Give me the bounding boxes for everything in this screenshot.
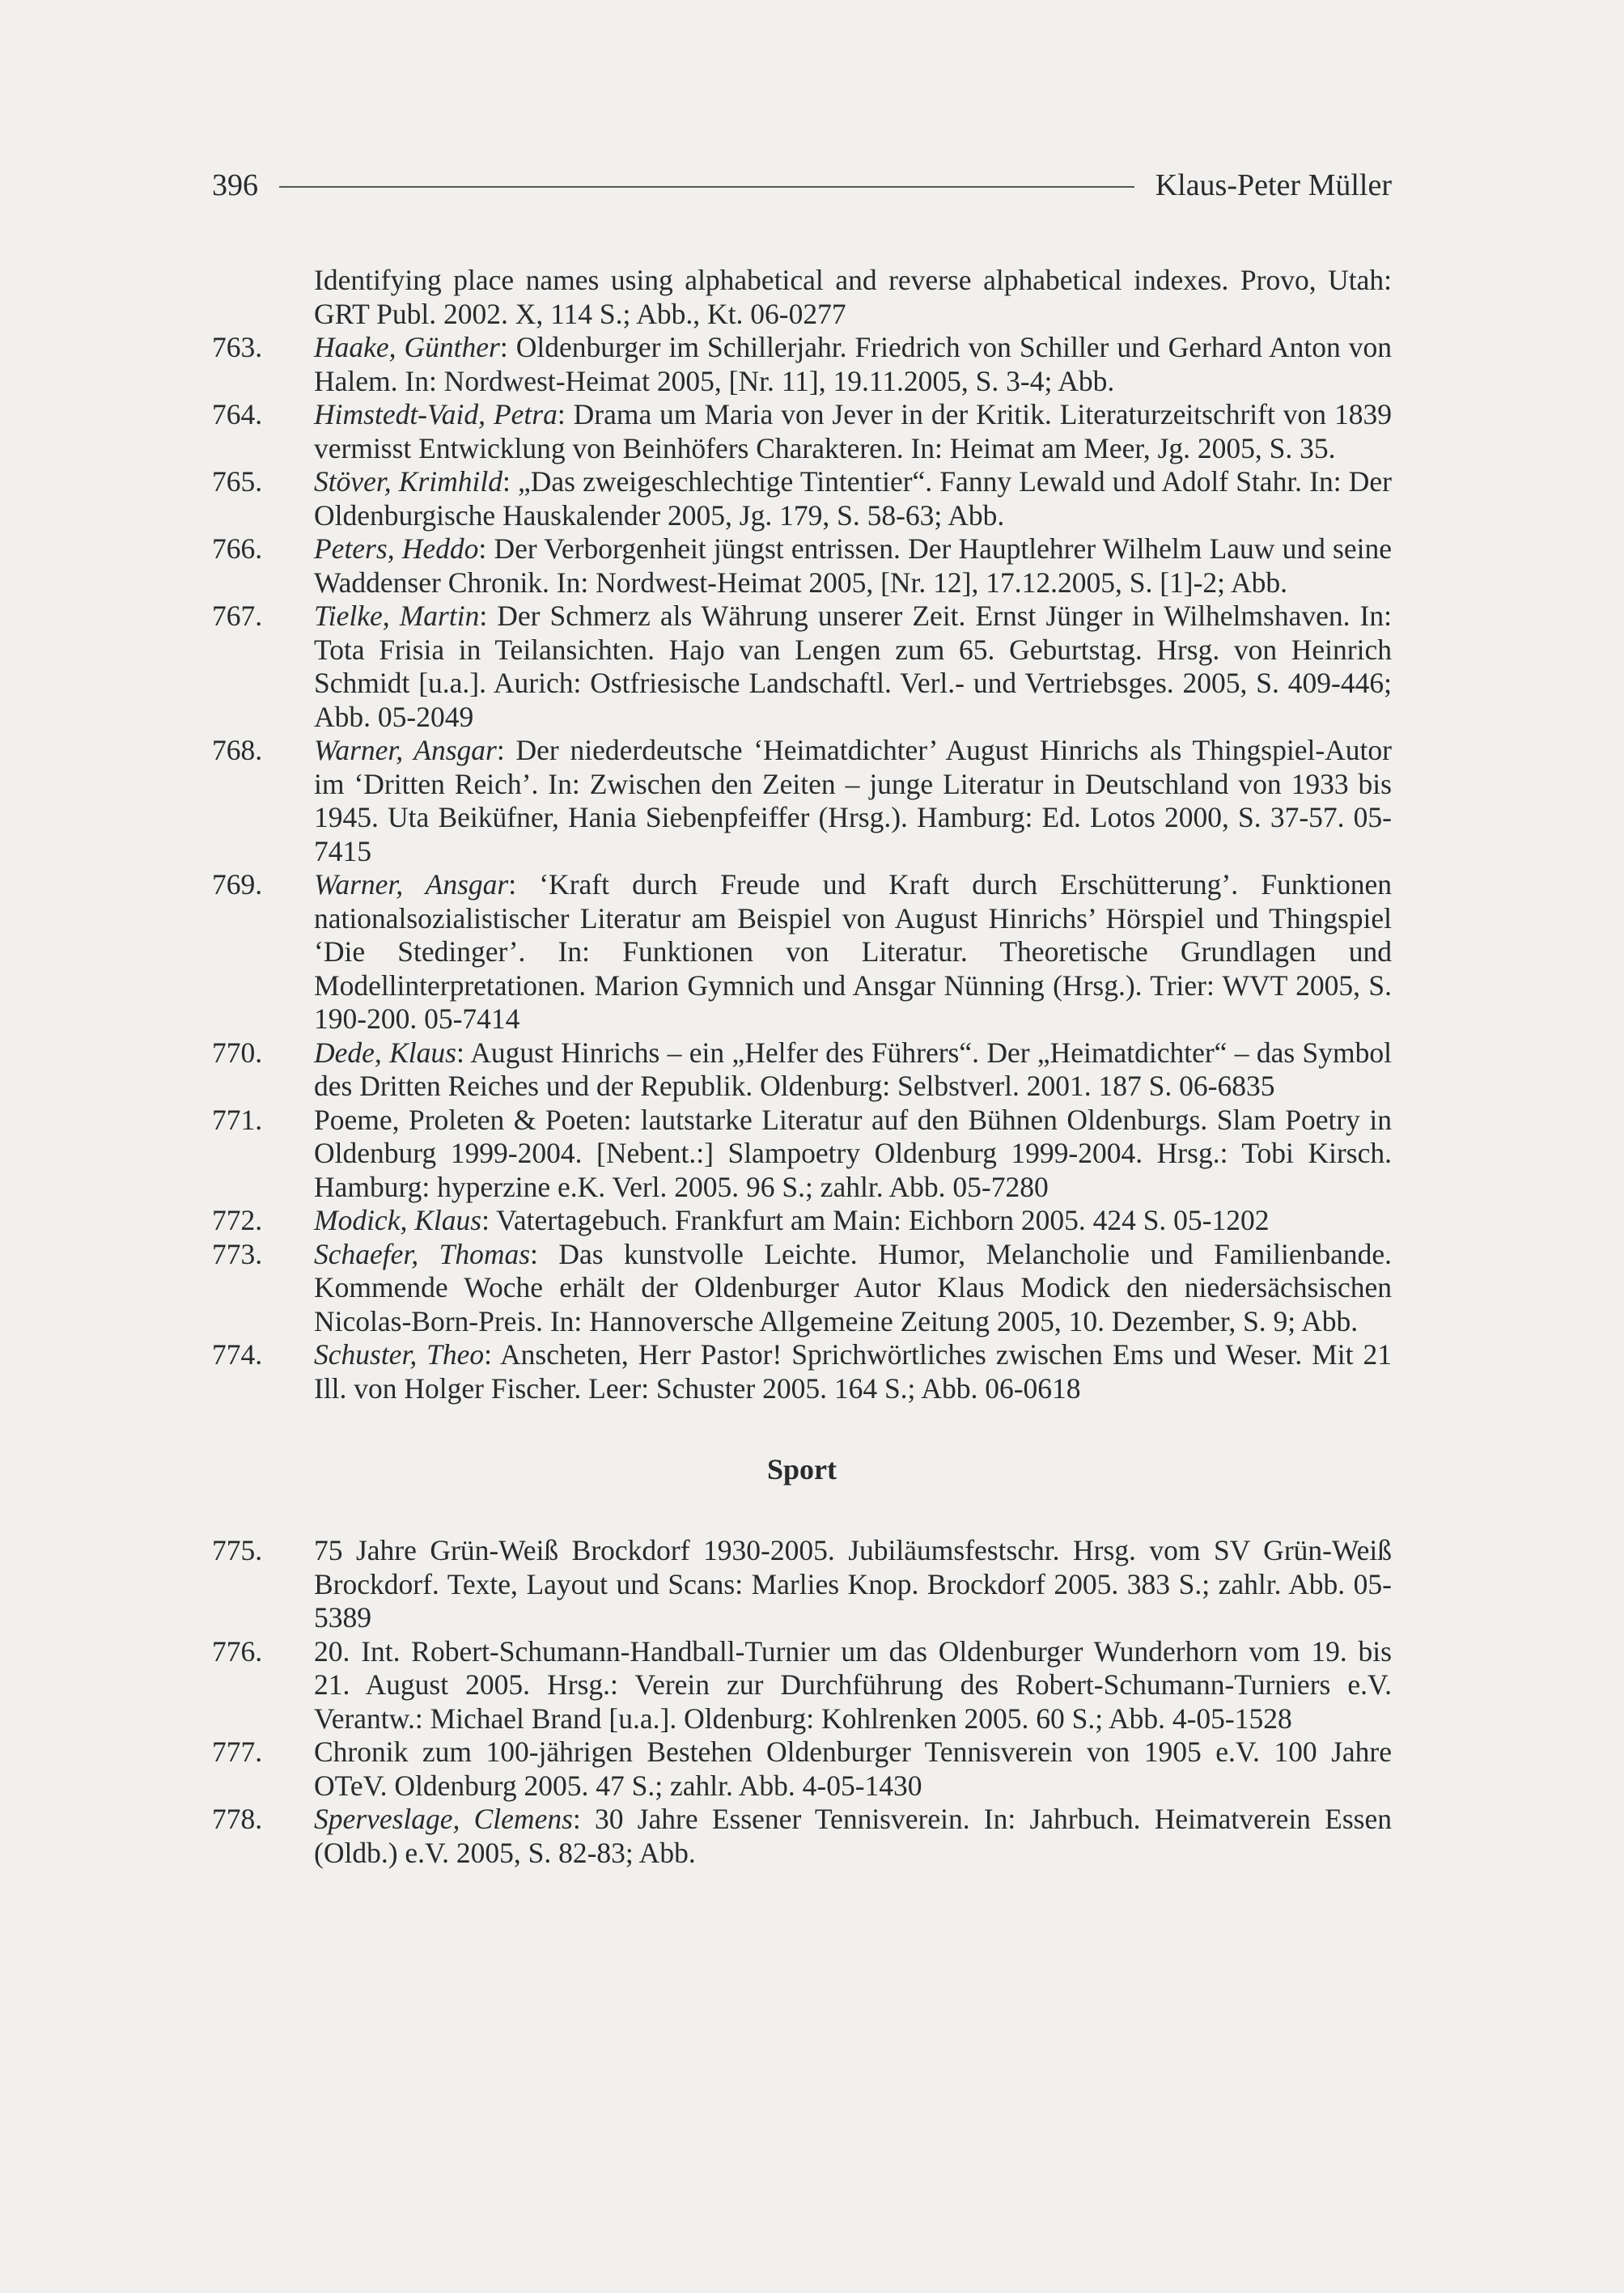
entry-body: : Der Verborgenheit jüngst entrissen. Der Hauptlehrer Wilhelm Lauw und seine Waddenser Chronik. In: Nordwest-Heimat 2005, [Nr. 12], 17.12.2005, S. [1]-2; Abb. <box>314 532 1392 599</box>
bibliography-entry <box>212 331 1392 398</box>
header-rule <box>279 186 1134 188</box>
entry-number: 769. <box>212 868 263 901</box>
entry-body: : „Das zweigeschlechtige Tintentier“. Fanny Lewald und Adolf Stahr. In: Der Oldenburgische Hauskalender 2005, Jg. 179, S. 58-63; Abb. <box>314 465 1392 532</box>
entry-number: 772. <box>212 1204 263 1236</box>
bibliography-entry <box>212 1635 1392 1736</box>
entry-text <box>314 398 1392 465</box>
entry-text <box>314 734 1392 868</box>
entry-author: Schuster, Theo <box>314 1338 485 1371</box>
entry-author: Schaefer, Thomas <box>314 1237 531 1270</box>
entry-author: Modick, Klaus <box>314 1204 482 1236</box>
entry-author: Tielke, Martin <box>314 600 480 632</box>
bibliography-entry <box>212 1338 1392 1405</box>
entry-text <box>314 1238 1392 1339</box>
entry-body: : Der niederdeutsche ‘Heimatdichter’ August Hinrichs als Thingspiel-Autor im ‘Dritten Reich’. In: Zwischen den Zeiten – junge Literatur in Deutschland von 1933 bis 1945. Uta Beiküfner, Hania Siebenpfeiffer (Hrsg.). Hamburg: Ed. Lotos 2000, S. 37-57. 05-7415 <box>314 734 1392 867</box>
entry-body: : Das kunstvolle Leichte. Humor, Melancholie und Familienbande. Kommende Woche erhält der Oldenburger Autor Klaus Modick den niedersächsischen Nicolas-Born-Preis. In: Hannoversche Allgemeine Zeitung 2005, 10. Dezember, S. 9; Abb. <box>314 1237 1392 1337</box>
bibliography-entry <box>212 1803 1392 1870</box>
running-header <box>212 166 1392 205</box>
entry-text <box>314 1104 1392 1205</box>
entry-author: Himstedt-Vaid, Petra <box>314 398 558 430</box>
entry-number: 774. <box>212 1338 263 1371</box>
bibliography-entry <box>212 734 1392 868</box>
bibliography-entry <box>212 1204 1392 1238</box>
entry-number: 765. <box>212 465 263 498</box>
entry-body: : 30 Jahre Essener Tennisverein. In: Jahrbuch. Heimatverein Essen (Oldb.) e.V. 2005, S. 82-83; Abb. <box>314 1803 1392 1869</box>
page-number: 396 <box>212 168 258 202</box>
bibliography-entry <box>212 1736 1392 1803</box>
entry-text <box>314 868 1392 1036</box>
entry-text <box>314 600 1392 734</box>
entry-text <box>314 532 1392 600</box>
entry-body: : August Hinrichs – ein „Helfer des Führers“. Der „Heimatdichter“ – das Symbol des Dritten Reiches und der Republik. Oldenburg: Selbstverl. 2001. 187 S. 06-6835 <box>314 1036 1392 1102</box>
entry-text <box>314 1204 1392 1238</box>
bibliography-entry <box>212 1036 1392 1104</box>
bibliography-entry <box>212 532 1392 600</box>
entry-list <box>212 331 1392 1405</box>
bibliography-entry <box>212 1104 1392 1205</box>
entry-body: 20. Int. Robert-Schumann-Handball-Turnier um das Oldenburger Wunderhorn vom 19. bis 21. August 2005. Hrsg.: Verein zur Durchführung des Robert-Schumann-Turniers e.V. Verantw.: Michael Brand [u.a.]. Oldenburg: Kohlrenken 2005. 60 S.; Abb. 4-05-1528 <box>314 1634 1392 1735</box>
entry-text: Identifying place names using alphabetical and reverse alphabetical indexes. Provo, Utah: GRT Publ. 2002. X, 114 S.; Abb., Kt. 06-0277 <box>314 264 1392 330</box>
entry-author: Warner, Ansgar <box>314 734 497 766</box>
entry-text <box>314 1534 1392 1635</box>
bibliography-entry <box>212 465 1392 532</box>
bibliography-entry <box>212 1534 1392 1635</box>
running-title: Klaus-Peter Müller <box>1155 168 1392 202</box>
entry-number: 764. <box>212 398 263 430</box>
entry-author: Peters, Heddo <box>314 532 479 565</box>
entry-body: Poeme, Proleten & Poeten: lautstarke Literatur auf den Bühnen Oldenburgs. Slam Poetry in Oldenburg 1999-2004. [Nebent.:] Slampoetry Oldenburg 1999-2004. Hrsg.: Tobi Kirsch. Hamburg: hyperzine e.K. Verl. 2005. 96 S.; zahlr. Abb. 05-7280 <box>314 1103 1392 1203</box>
continuation-entry <box>212 264 1392 331</box>
entry-number: 767. <box>212 600 263 632</box>
entry-number: 776. <box>212 1634 263 1668</box>
sport-entry-list <box>212 1534 1392 1870</box>
entry-number: 773. <box>212 1237 263 1270</box>
entry-text <box>314 1036 1392 1104</box>
entry-body: 75 Jahre Grün-Weiß Brockdorf 1930-2005. Jubiläumsfestschr. Hrsg. vom SV Grün-Weiß Brockdorf. Texte, Layout und Scans: Marlies Knop. Brockdorf 2005. 383 S.; zahlr. Abb. 05-5389 <box>314 1534 1392 1634</box>
entry-text <box>314 1803 1392 1870</box>
bibliography-entry <box>212 1238 1392 1339</box>
entry-number: 768. <box>212 734 263 766</box>
entry-body: Chronik zum 100-jährigen Bestehen Oldenburger Tennisverein von 1905 e.V. 100 Jahre OTeV. Oldenburg 2005. 47 S.; zahlr. Abb. 4-05-1430 <box>314 1736 1392 1802</box>
entry-author: Sperveslage, Clemens <box>314 1803 573 1835</box>
entry-number: 770. <box>212 1036 263 1069</box>
entry-body: : Oldenburger im Schillerjahr. Friedrich von Schiller und Gerhard Anton von Halem. In: Nordwest-Heimat 2005, [Nr. 11], 19.11.2005, S. 3-4; Abb. <box>314 331 1392 397</box>
entry-text <box>314 1736 1392 1803</box>
entry-author: Warner, Ansgar <box>314 868 509 901</box>
entry-number: 775. <box>212 1534 263 1566</box>
entry-author: Stöver, Krimhild <box>314 465 502 498</box>
entry-text <box>314 1338 1392 1405</box>
section-title: Sport <box>766 1453 837 1486</box>
bibliography-content <box>212 264 1392 1870</box>
entry-body: : Vatertagebuch. Frankfurt am Main: Eichborn 2005. 424 S. 05-1202 <box>481 1204 1270 1236</box>
entry-body: : Der Schmerz als Währung unserer Zeit. Ernst Jünger in Wilhelmshaven. In: Tota Frisia in Teilansichten. Hajo van Lengen zum 65. Geburtstag. Hrsg. von Heinrich Schmidt [u.a.]. Aurich: Ostfriesische Landschaftl. Verl.- und Vertriebsges. 2005, S. 409-446; Abb. 05-2049 <box>314 600 1392 733</box>
entry-number: 771. <box>212 1103 263 1136</box>
entry-number: 763. <box>212 331 263 363</box>
entry-body: : Drama um Maria von Jever in der Kritik. Literaturzeitschrift von 1839 vermisst Entwicklung von Beinhöfers Charakteren. In: Heimat am Meer, Jg. 2005, S. 35. <box>314 398 1392 464</box>
entry-text <box>314 1635 1392 1736</box>
entry-body: : ‘Kraft durch Freude und Kraft durch Erschütterung’. Funktionen nationalsozialistischer Literatur am Beispiel von August Hinrichs’ Hörspiel und Thingspiel ‘Die Stedinger’. In: Funktionen von Literatur. Theoretische Grundlagen und Modellinterpretationen. Marion Gymnich und Ansgar Nünning (Hrsg.). Trier: WVT 2005, S. 190-200. 05-7414 <box>314 868 1392 1035</box>
entry-text <box>314 331 1392 398</box>
bibliography-entry <box>212 398 1392 465</box>
entry-author: Haake, Günther <box>314 331 500 363</box>
entry-author: Dede, Klaus <box>314 1036 456 1069</box>
entry-body: : Anscheten, Herr Pastor! Sprichwörtliches zwischen Ems und Weser. Mit 21 Ill. von Holger Fischer. Leer: Schuster 2005. 164 S.; Abb. 06-0618 <box>314 1338 1392 1405</box>
entry-text <box>314 465 1392 532</box>
bibliography-entry <box>212 600 1392 734</box>
entry-number: 766. <box>212 532 263 565</box>
entry-number: 778. <box>212 1803 263 1835</box>
bibliography-entry <box>212 868 1392 1036</box>
entry-number: 777. <box>212 1736 263 1768</box>
